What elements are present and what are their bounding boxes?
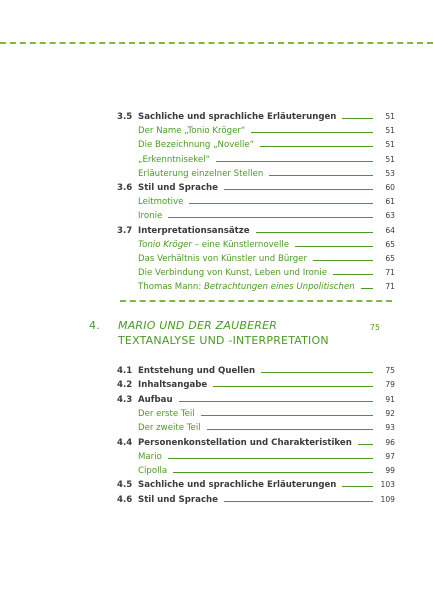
toc-leader-line [295, 246, 373, 247]
toc-entry-title [138, 138, 254, 152]
toc-entry-title [138, 407, 195, 421]
toc-leader-line [269, 175, 373, 176]
toc-entry-title [138, 436, 352, 450]
toc-entry-text: Entstehung und Quellen [138, 366, 256, 376]
toc-page-number: 97 [385, 451, 395, 461]
toc-sub-entry [0, 252, 433, 266]
toc-leader-line [201, 415, 373, 416]
toc-page-number: 93 [385, 423, 395, 433]
toc-page-number: 96 [385, 437, 395, 447]
toc-entry-text: Interpretationsansätze [138, 225, 250, 236]
toc-main-entry [0, 364, 433, 378]
toc-entry-text: Die Bezeichnung „Novelle“ [138, 140, 255, 151]
toc-entry-text: Mario [138, 451, 162, 462]
toc-entry-title [138, 266, 327, 280]
toc-main-entry [0, 110, 433, 124]
toc-entry-italic-title: Tonio Kröger [138, 239, 192, 250]
toc-leader-line [168, 217, 373, 218]
toc-entry-title [138, 393, 173, 407]
toc-page-number: 51 [385, 126, 395, 136]
toc-leader-line [224, 189, 373, 190]
toc-entry-number: 3.6 [117, 183, 133, 193]
toc-sub-entry [0, 266, 433, 280]
toc-main-entry [0, 393, 433, 407]
toc-main-entry [0, 436, 433, 450]
toc-leader-line [251, 132, 373, 133]
toc-entry-number: 4.1 [117, 366, 133, 376]
chapter-page-number: 75 [370, 323, 381, 332]
toc-main-entry [0, 478, 433, 492]
toc-page-number: 51 [385, 154, 395, 164]
toc-sub-entry [0, 280, 433, 294]
toc-page-number: 64 [385, 225, 395, 235]
toc-entry-text: – eine Künstlernovelle [191, 239, 290, 250]
toc-page-number: 99 [385, 466, 395, 476]
toc-entry-text: Die Verbindung von Kunst, Leben und Ironie [138, 268, 327, 279]
toc-entry-title [138, 167, 263, 181]
toc-leader-line [179, 401, 373, 402]
chapter-subtitle: TEXTANALYSE UND -INTERPRETATION [118, 334, 329, 347]
toc-leader-line [313, 260, 373, 261]
toc-entry-text: Stil und Sprache [138, 183, 218, 193]
toc-main-entry [0, 181, 433, 195]
toc-entry-title [138, 209, 162, 223]
toc-entry-title [138, 238, 289, 252]
toc-leader-line [189, 203, 373, 204]
toc-entry-number: 3.7 [117, 225, 133, 236]
top-dashed-rule [0, 42, 433, 44]
toc-entry-number: 4.2 [117, 380, 133, 391]
toc-main-entry [0, 378, 433, 392]
toc-entry-text: Erläuterung einzelner Stellen [138, 168, 264, 179]
toc-entry-text: Das Verhältnis von Künstler und Bürger [138, 254, 307, 264]
toc-page-number: 109 [380, 494, 395, 504]
toc-leader-line [224, 501, 373, 502]
chapter-number: 4. [89, 319, 100, 332]
toc-page-number: 65 [385, 239, 395, 249]
toc-sub-entry [0, 124, 433, 138]
toc-page-number: 103 [380, 480, 395, 490]
toc-entry-text: Ironie [138, 211, 163, 222]
toc-entry-title [138, 224, 250, 238]
toc-page-number: 79 [385, 380, 395, 390]
toc-sub-entry [0, 238, 433, 252]
toc-page-number: 65 [385, 254, 395, 263]
toc-page-number: 92 [385, 408, 395, 418]
toc-page-number: 75 [385, 366, 395, 375]
toc-leader-line [207, 429, 373, 430]
toc-entry-title [138, 464, 167, 478]
toc-entry-text: Cipolla [138, 466, 168, 477]
toc-entry-number: 4.3 [117, 394, 133, 405]
toc-page-number: 91 [385, 394, 395, 404]
toc-sub-entry [0, 407, 433, 421]
chapter-title: MARIO UND DER ZAUBERER [118, 319, 278, 332]
toc-sub-entry [0, 138, 433, 152]
toc-entry-text: Der Name „Tonio Kröger“ [138, 126, 246, 137]
toc-page-number: 63 [385, 211, 395, 221]
toc-sub-entry [0, 167, 433, 181]
toc-entry-number: 4.6 [117, 494, 133, 505]
toc-entry-text: Leitmotive [138, 197, 184, 208]
toc-main-entry [0, 224, 433, 238]
toc-entry-title [138, 478, 336, 492]
toc-leader-line [216, 161, 373, 162]
toc-page-number: 53 [385, 168, 395, 178]
toc-leader-line [260, 146, 373, 147]
toc-page-number: 71 [385, 268, 395, 278]
toc-leader-line [168, 458, 373, 459]
toc-entry-title [138, 450, 162, 464]
toc-entry-text: Personenkonstellation und Charakteristiken [138, 437, 352, 448]
toc-entry-title [138, 195, 183, 209]
toc-page-number: 71 [385, 282, 395, 292]
toc-entry-text: Der zweite Teil [138, 423, 201, 434]
toc-entry-title [138, 124, 245, 138]
toc-page-number: 51 [385, 140, 395, 150]
section-dashed-rule [120, 300, 392, 302]
toc-entry-text: Inhaltsangabe [138, 380, 208, 391]
toc-entry-title [138, 421, 201, 435]
toc-entry-title [138, 364, 255, 378]
toc-sub-entry [0, 209, 433, 223]
toc-entry-text: Stil und Sprache [138, 494, 218, 505]
toc-sub-entry [0, 464, 433, 478]
toc-entry-text: Sachliche und sprachliche Erläuterungen [138, 480, 337, 491]
toc-entry-title [138, 110, 336, 124]
toc-entry-title [138, 280, 355, 294]
toc-main-entry [0, 493, 433, 507]
toc-entry-title [138, 153, 210, 167]
toc-leader-line [173, 472, 373, 473]
toc-leader-line [256, 232, 373, 233]
toc-entry-text: Sachliche und sprachliche Erläuterungen [138, 112, 337, 122]
toc-entry-text: Aufbau [138, 394, 173, 405]
toc-entry-text: Thomas Mann: [138, 282, 205, 293]
toc-entry-title [138, 252, 307, 266]
toc-leader-line [213, 386, 373, 387]
toc-entry-title [138, 378, 207, 392]
toc-entry-text: „Erkenntnisekel“ [138, 154, 211, 165]
toc-page-number: 51 [385, 112, 395, 121]
toc-entry-text: Der erste Teil [138, 408, 195, 419]
toc-page-number: 61 [385, 197, 395, 207]
toc-entry-italic-title: Betrachtungen eines Unpolitischen [204, 282, 355, 293]
toc-entry-title [138, 181, 218, 195]
toc-entry-number: 4.5 [117, 480, 133, 491]
toc-sub-entry [0, 195, 433, 209]
toc-page-number: 60 [385, 183, 395, 192]
toc-entry-title [138, 493, 218, 507]
toc-sub-entry [0, 153, 433, 167]
toc-entry-number: 3.5 [117, 112, 133, 122]
toc-sub-entry [0, 421, 433, 435]
toc-entry-number: 4.4 [117, 437, 133, 448]
toc-sub-entry [0, 450, 433, 464]
toc-leader-line [261, 372, 373, 373]
